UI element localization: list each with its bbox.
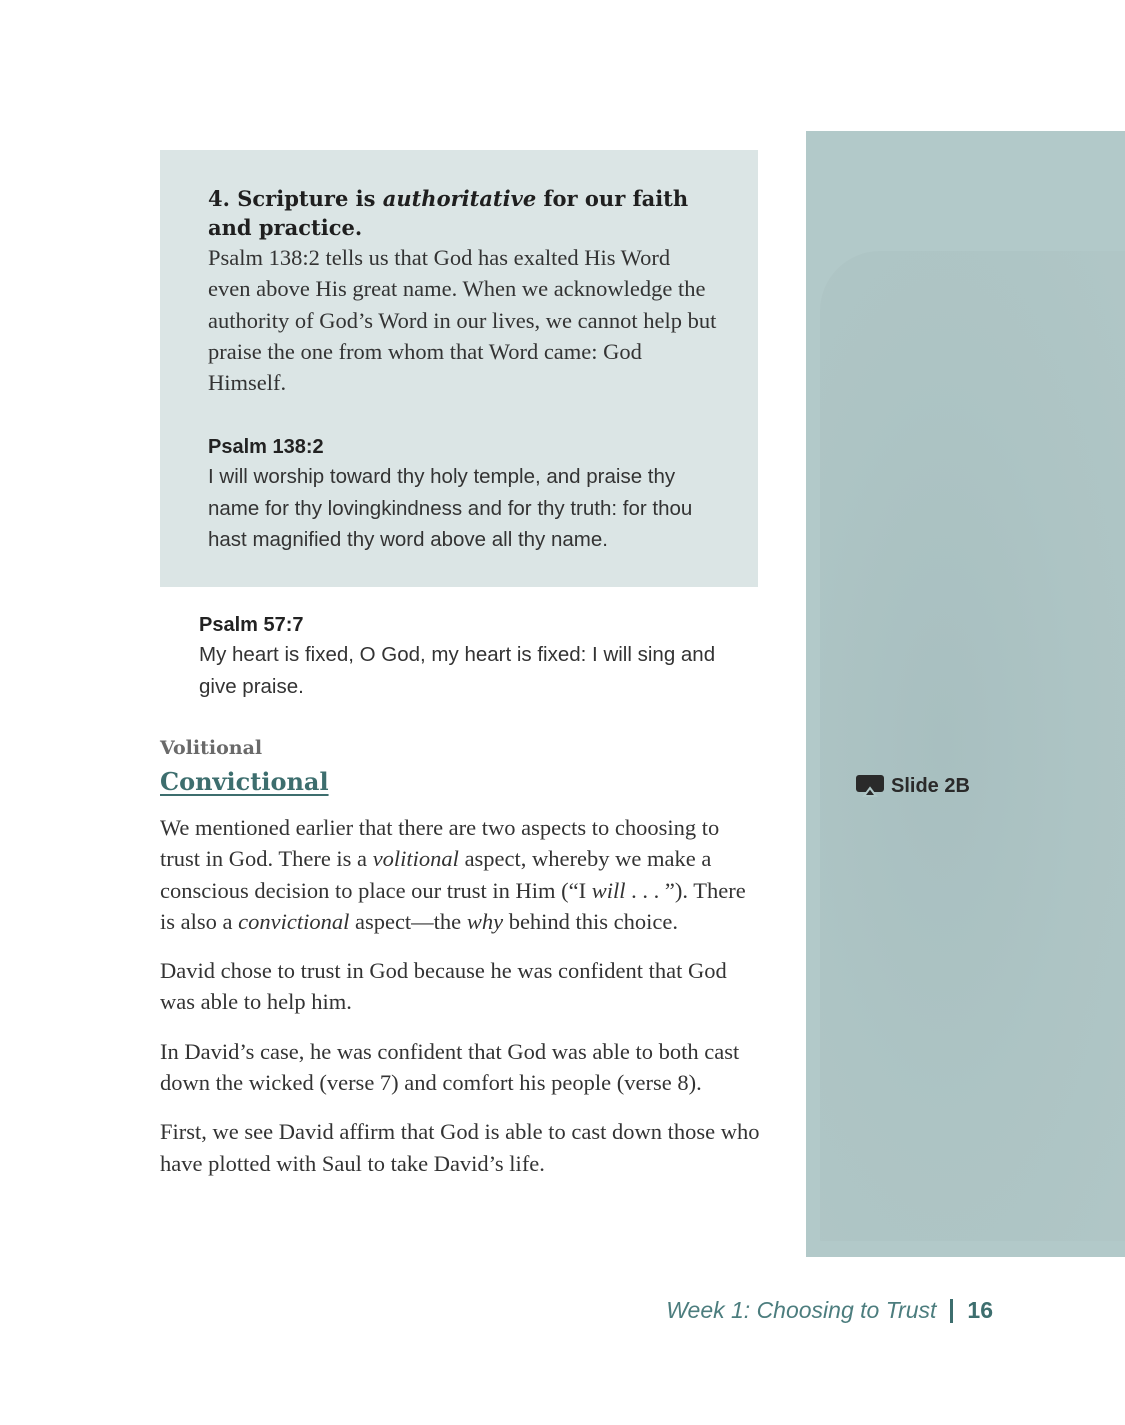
presentation-screen-icon	[855, 774, 885, 798]
callout-heading-prefix: 4. Scripture is	[208, 186, 383, 211]
text-run-italic: will	[591, 877, 626, 903]
paragraph-aspects	[160, 812, 760, 937]
psalm-57-reference: Psalm 57:7	[199, 614, 304, 636]
paragraph-first: First, we see David affirm that God is able to cast down those who have plotted with Saul to take David’s life.	[160, 1119, 760, 1176]
side-panel-watercolor	[820, 251, 1125, 1241]
section-heading-convictional: Convictional	[160, 767, 329, 796]
psalm-57-text: My heart is fixed, O God, my heart is fixed: I will sing and give praise.	[199, 643, 716, 698]
text-run: aspect, whereby we make a conscious decision to place our trust in Him (“I	[160, 846, 712, 903]
side-panel	[806, 131, 1125, 1257]
text-run: behind this choice.	[503, 908, 679, 934]
text-run: . . . ”). There is also a	[160, 877, 746, 934]
text-run-italic: why	[466, 908, 504, 934]
slide-label-text: Slide 2B	[891, 774, 970, 797]
slide-marker	[855, 774, 970, 798]
callout-heading-emphasis: authoritative	[382, 186, 537, 211]
callout-heading	[208, 184, 718, 242]
main-body-text	[160, 812, 760, 1197]
text-run-italic: volitional	[372, 846, 459, 872]
scripture-callout-box	[160, 150, 758, 587]
page-number: 16	[967, 1297, 993, 1323]
callout-verse-text: I will worship toward thy holy temple, and praise thy name for thy lovingkindness and for thy truth: for thou hast magnified thy word above all thy name.	[208, 465, 693, 552]
callout-heading-suffix: for our faith and practice.	[208, 186, 689, 240]
paragraph-david-chose: David chose to trust in God because he was confident that God was able to help him.	[160, 958, 727, 1015]
callout-verse-reference: Psalm 138:2	[208, 436, 324, 459]
page-footer	[666, 1297, 993, 1324]
callout-body: Psalm 138:2 tells us that God has exalted His Word even above His great name. When we acknowledge the authority of God’s Word in our lives, we cannot help but praise the one from whom that Word came: God Himself.	[208, 245, 717, 396]
text-run: We mentioned earlier that there are two aspects to choosing to trust in God. There is a	[160, 815, 720, 872]
footer-divider	[950, 1299, 953, 1323]
paragraph-davids-case: In David’s case, he was confident that God was able to both cast down the wicked (verse 7) and comfort his people (verse 8).	[160, 1038, 740, 1096]
text-run: aspect—the	[349, 908, 467, 934]
text-run-italic: convictional	[238, 908, 350, 934]
psalm-57-verse	[199, 611, 739, 703]
footer-title: Week 1: Choosing to Trust	[666, 1297, 937, 1323]
section-label-volitional: Volitional	[160, 737, 263, 759]
